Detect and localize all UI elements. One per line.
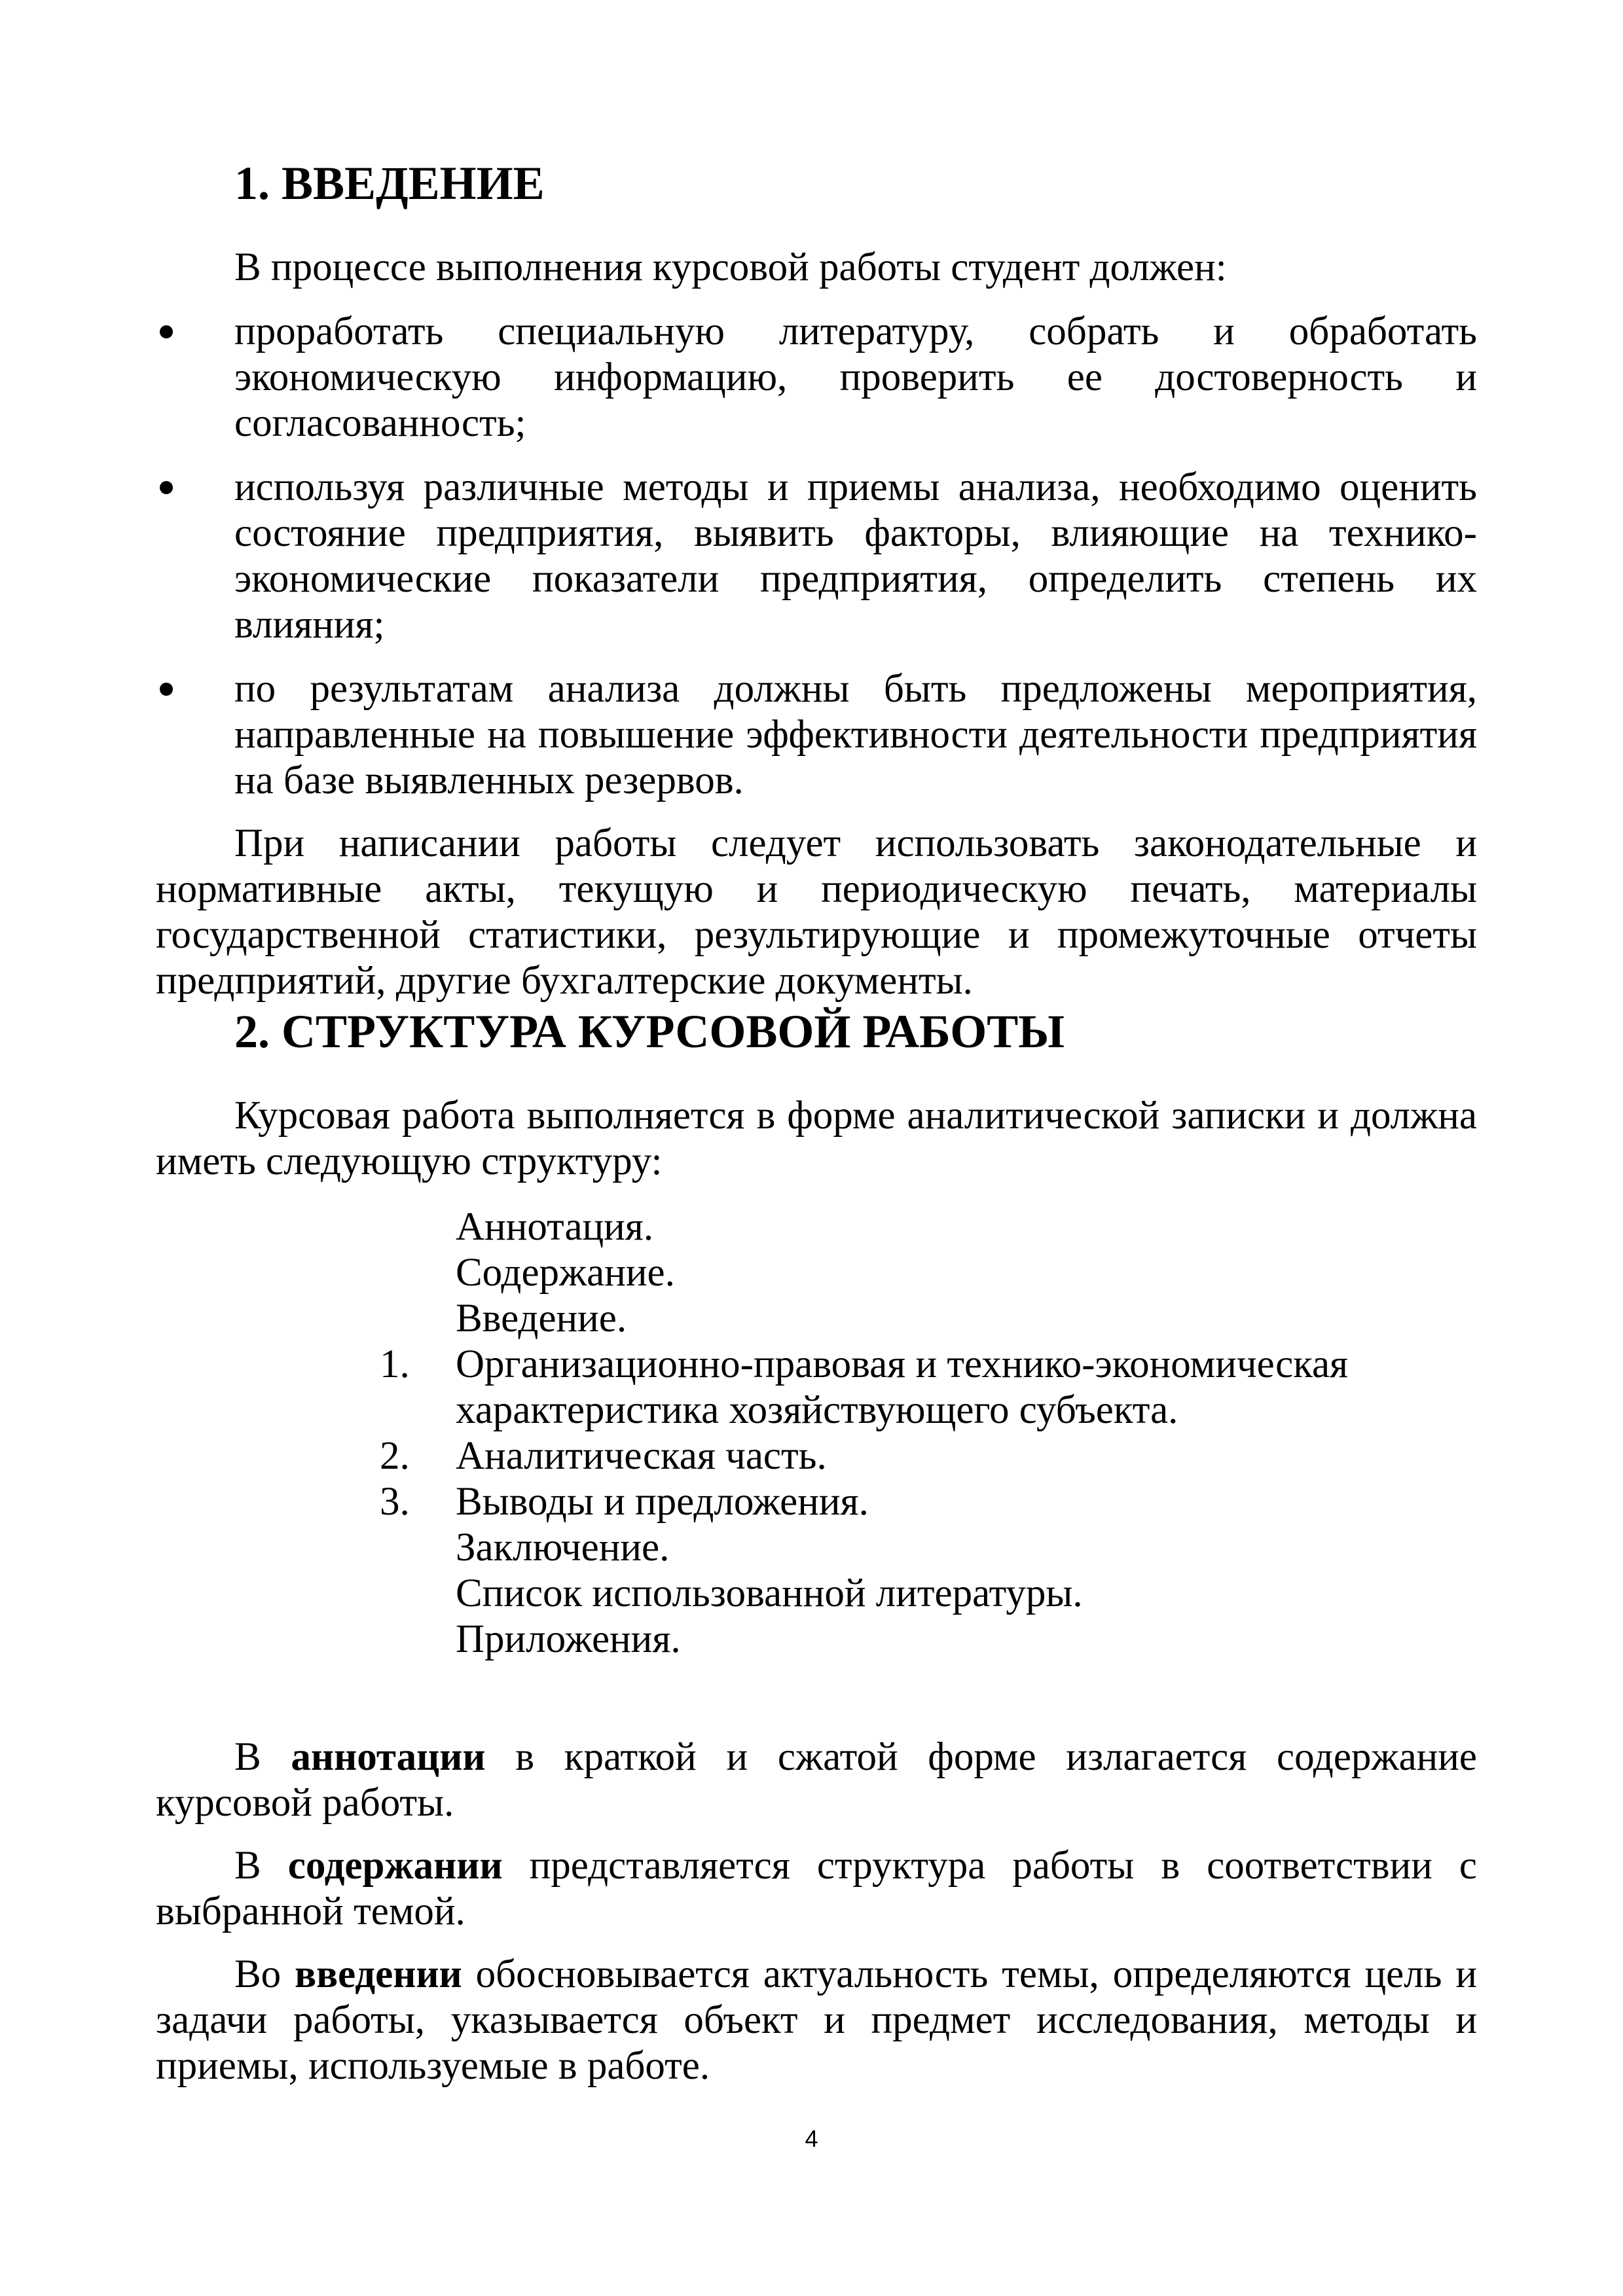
structure-text: Список использованной литературы. — [456, 1571, 1083, 1615]
section-1-bullet-list — [156, 309, 1477, 804]
contents-prefix: В — [234, 1844, 288, 1888]
introduction-paragraph — [156, 1952, 1477, 2089]
annotation-prefix: В — [234, 1735, 291, 1779]
section-1-closing: При написании работы следует использовать законодательные и нормативные акты, текущую и периодическую печать, материалы государственной статистики, результирующие и промежуточные отчеты предприятий, другие бухгалтерские документы. — [156, 821, 1477, 1003]
annotation-rest: в краткой и сжатой форме излагается содержание курсовой работы. — [156, 1735, 1478, 1825]
section-1-intro: В процессе выполнения курсовой работы студент должен: — [234, 245, 1227, 289]
bullet-text: проработать специальную литературу, собрать и обработать экономическую информацию, проверить ее достоверность и согласованность; — [234, 310, 1477, 445]
structure-text: Аналитическая часть. — [456, 1434, 827, 1478]
structure-item — [156, 1433, 1477, 1479]
structure-text: Аннотация. — [456, 1205, 654, 1249]
section-2-intro: Курсовая работа выполняется в форме аналитической записки и должна иметь следующую структуру: — [156, 1094, 1477, 1183]
section-2-title: 2. СТРУКТУРА КУРСОВОЙ РАБОТЫ — [234, 1005, 1065, 1058]
section-1-title: 1. ВВЕДЕНИЕ — [234, 157, 545, 209]
structure-item — [156, 1479, 1477, 1525]
bullet-text: используя различные методы и приемы анализа, необходимо оценить состояние предприятия, выявить факторы, влияющие на технико-экономические показатели предприятия, определить степень их влияния; — [234, 465, 1477, 647]
contents-term: содержании — [287, 1844, 503, 1888]
structure-item — [156, 1296, 1477, 1342]
structure-text: Приложения. — [456, 1617, 681, 1661]
structure-number: 3. — [380, 1480, 410, 1524]
structure-text: Организационно-правовая и технико-экономическая характеристика хозяйствующего субъекта. — [456, 1342, 1349, 1432]
page-content — [156, 156, 1477, 2089]
structure-text: Заключение. — [456, 1526, 670, 1570]
structure-item — [156, 1617, 1477, 1662]
annotation-term: аннотации — [291, 1735, 486, 1779]
contents-rest: представляется структура работы в соответствии с выбранной темой. — [156, 1844, 1477, 1933]
structure-number: 2. — [380, 1434, 410, 1478]
bullet-icon — [160, 325, 173, 338]
structure-text: Введение. — [456, 1297, 627, 1340]
structure-list — [156, 1204, 1477, 1662]
structure-item — [156, 1571, 1477, 1617]
structure-item — [156, 1525, 1477, 1571]
introduction-rest: обосновывается актуальность темы, определяются цель и задачи работы, указывается объект и предмет исследования, методы и приемы, используемые в работе. — [156, 1952, 1478, 2088]
bullet-item — [156, 309, 1477, 446]
structure-item — [156, 1250, 1477, 1296]
bullet-text: по результатам анализа должны быть предложены мероприятия, направленные на повышение эффективности деятельности предприятия на базе выявленных резервов. — [234, 667, 1477, 802]
bullet-item — [156, 465, 1477, 648]
introduction-term: введении — [295, 1952, 462, 1996]
bullet-icon — [160, 683, 173, 696]
annotation-paragraph — [156, 1734, 1477, 1826]
bullet-item — [156, 666, 1477, 804]
introduction-prefix: Во — [234, 1952, 295, 1996]
bullet-icon — [160, 481, 173, 494]
structure-number: 1. — [380, 1342, 410, 1386]
structure-item — [156, 1204, 1477, 1250]
contents-paragraph — [156, 1843, 1477, 1935]
structure-item — [156, 1342, 1477, 1433]
page-number: 4 — [805, 2125, 818, 2152]
structure-text: Содержание. — [456, 1251, 675, 1295]
structure-text: Выводы и предложения. — [456, 1480, 869, 1524]
